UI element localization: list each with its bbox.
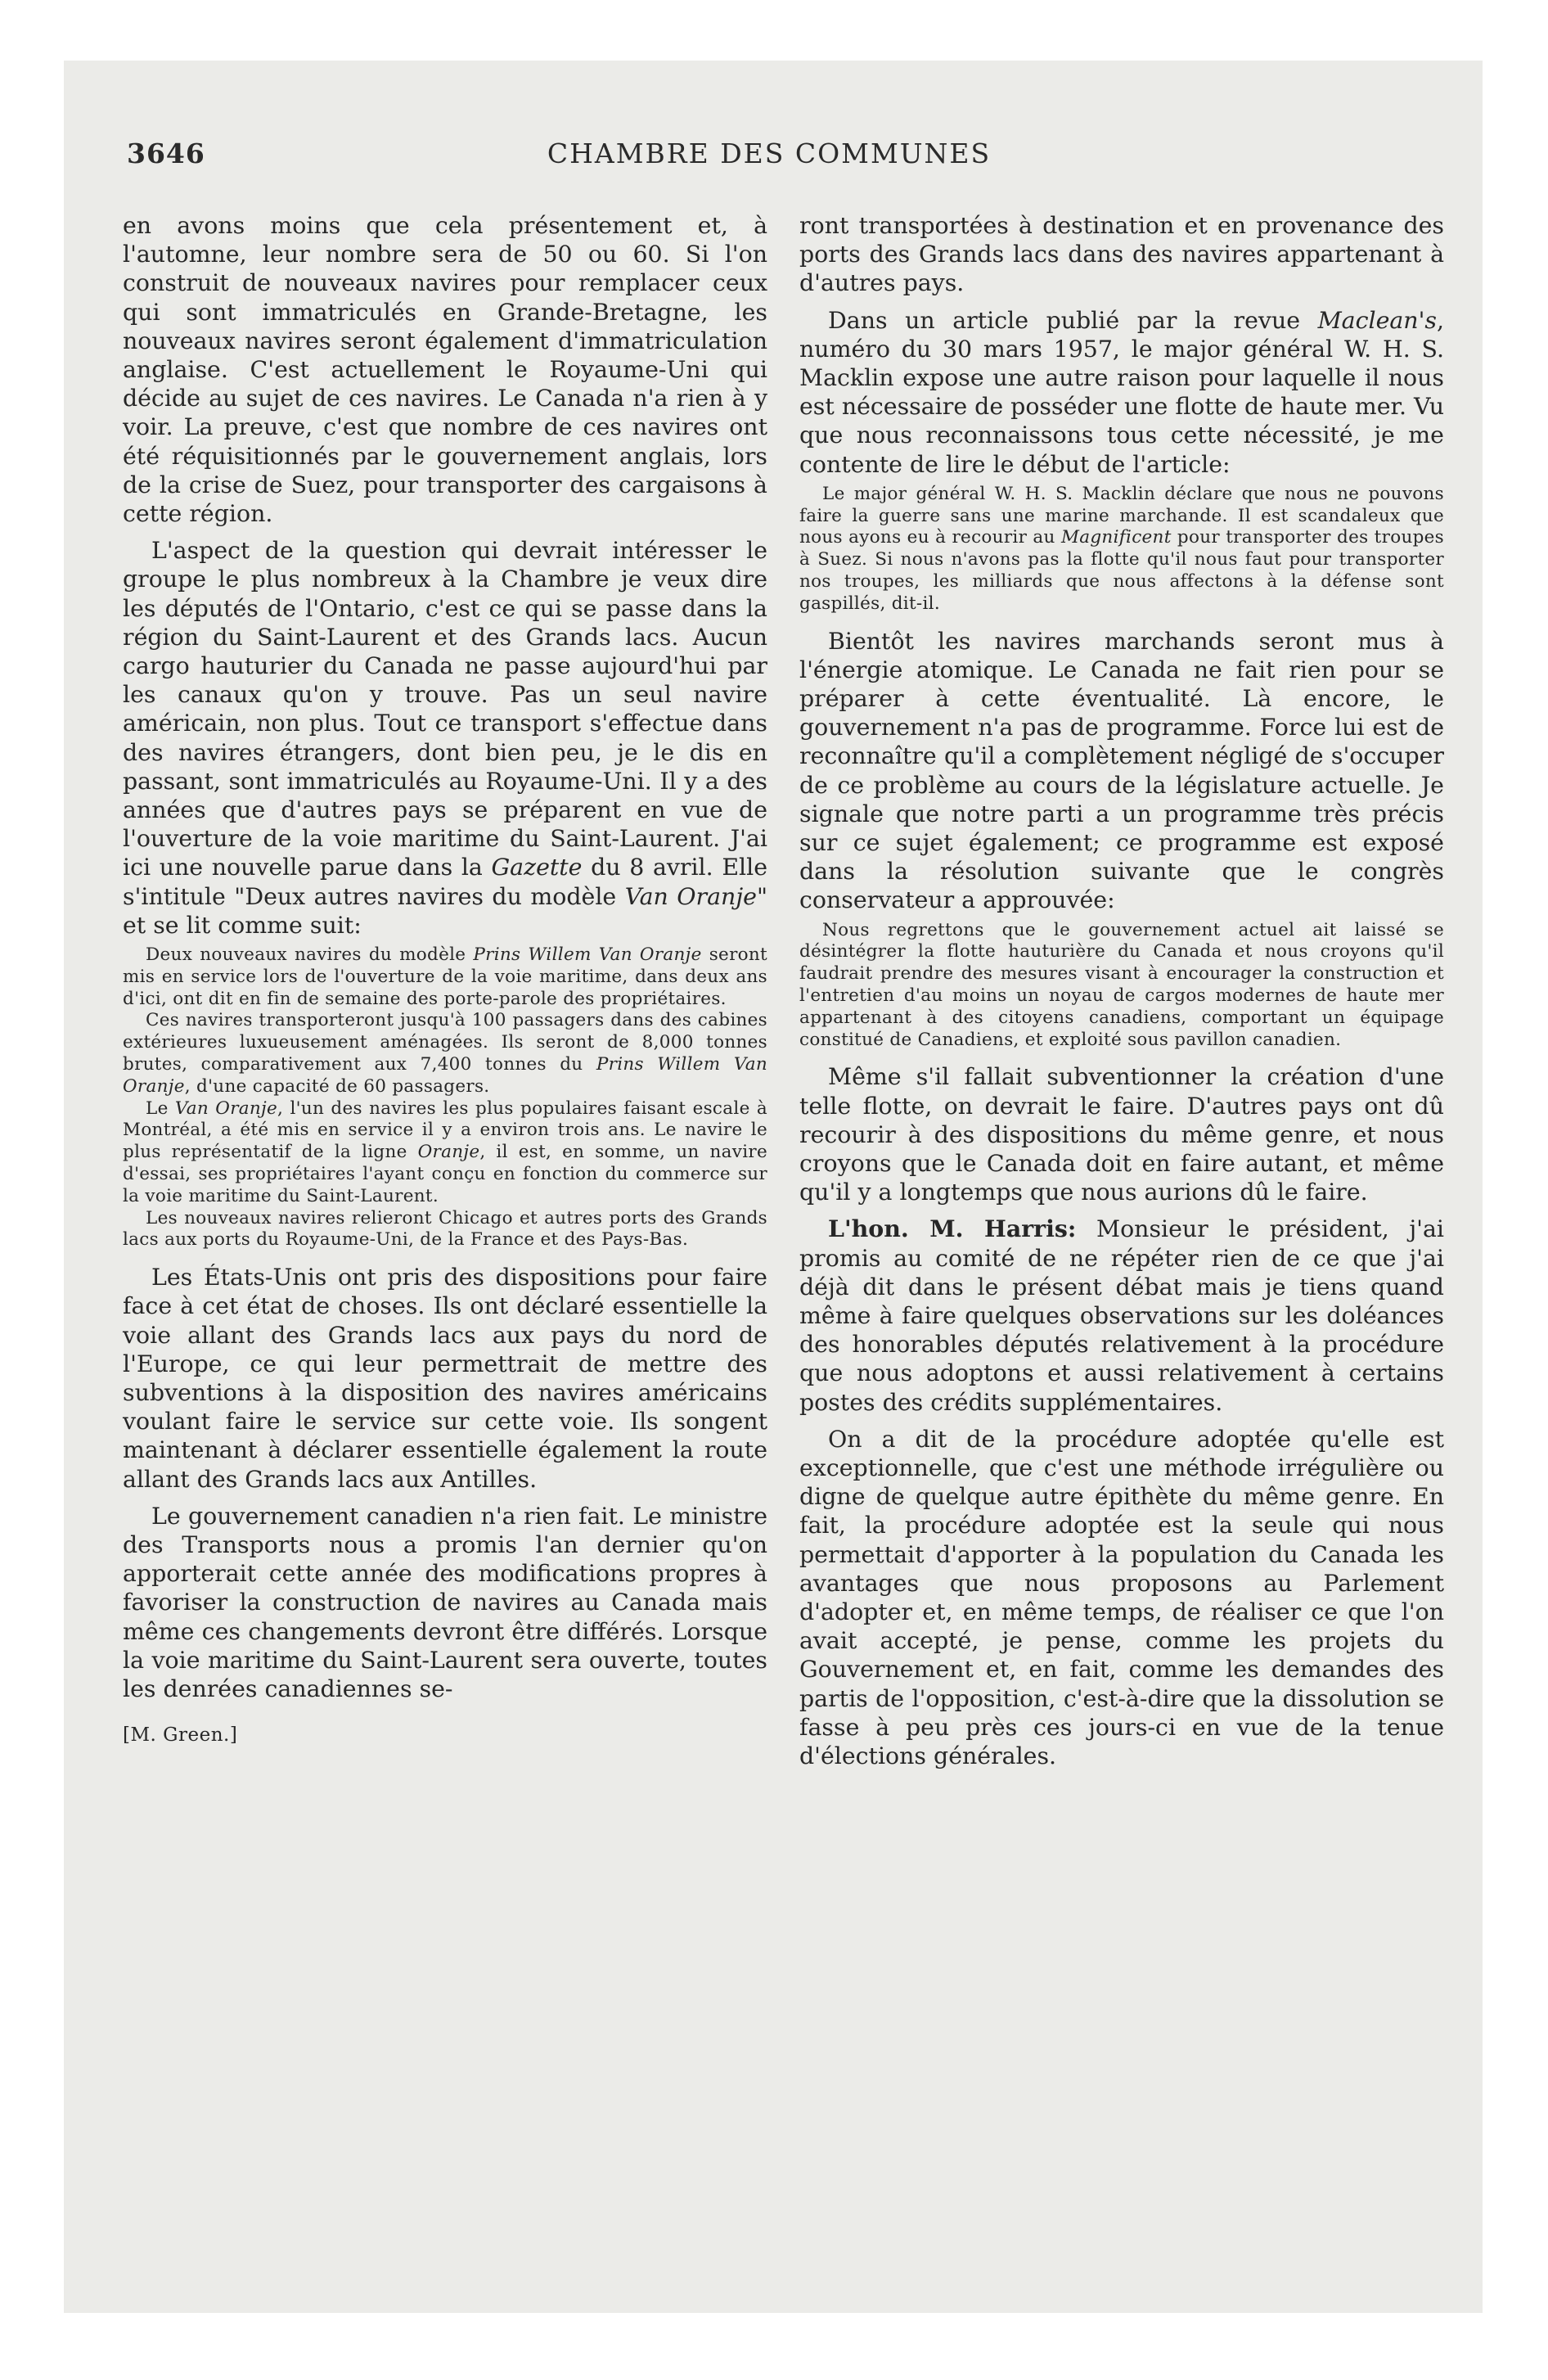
quote-paragraph: Nous regrettons que le gouvernement actuel ait laissé se désintégrer la flotte hauturière du Canada et nous croyons qu'il faudrait prendre des mesures visant à encourager la construction et l'entretien d'au moins un noyau de cargos modernes de haute mer appartenant à des citoyens canadiens, comportant un équipage constitué de Canadiens, et exploité sous pavillon canadien. <box>799 919 1444 1050</box>
text-run: Dans un article publié par la revue <box>828 306 1318 334</box>
paragraph: ront transportées à destination et en provenance des ports des Grands lacs dans des navires appartenant à d'autres pays. <box>799 212 1444 297</box>
italic-run: Van Oranje <box>174 1098 278 1119</box>
text-run: seront mis en service lors de l'ouverture de la voie maritime, dans deux ans d'ici, ont dit en fin de semaine des porte-parole des propriétaires. <box>123 944 767 1009</box>
text-run: , l'un des navires les plus populaires faisant escale à Montréal, a été mis en service il y a environ trois ans. Le navire le plus représentatif de la ligne <box>123 1098 767 1163</box>
text-run: Ces navires transporteront jusqu'à 100 passagers dans des cabines extérieures luxueusement aménagées. Ils seront de 8,000 tonnes brutes, comparativement aux 7,400 tonnes du <box>123 1010 767 1075</box>
text-run: " et se lit comme suit: <box>123 882 767 939</box>
italic-run: Prins Willem Van Oranje <box>473 944 702 966</box>
quote-paragraph <box>799 484 1444 615</box>
speaker-name: L'hon. M. Harris: <box>828 1215 1077 1243</box>
paragraph: On a dit de la procédure adoptée qu'elle est exceptionnelle, que c'est une méthode irrégulière ou digne de quelque autre épithète du même genre. En fait, la procédure adoptée est la seule qui nous permettait d'apporter à la population du Canada les avantages que nous proposons au Parlement d'adopter et, en même temps, de réaliser ce que l'on avait accepté, je pense, comme les projets du Gouvernement et, en fait, comme les demandes des partis de l'opposition, c'est-à-dire que la dissolution se fasse à peu près ces jours-ci en vue de la tenue d'élections générales. <box>799 1425 1444 1770</box>
text-run: , numéro du 30 mars 1957, le major général W. H. S. Macklin expose une autre raison pour laquelle il nous est nécessaire de posséder une flotte de haute mer. Vu que nous reconnaissons tous cette nécessité, je me contente de lire le début de l'article: <box>799 306 1444 478</box>
italic-run: Oranje <box>417 1142 480 1163</box>
paragraph <box>799 306 1444 479</box>
paragraph: Bientôt les navires marchands seront mus à l'énergie atomique. Le Canada ne fait rien pour se préparer à cette éventualité. Là encore, le gouvernement n'a pas de programme. Force lui est de reconnaître qu'il a complètement négligé de s'occuper de ce problème au cours de la législature actuelle. Je signale que notre parti a un programme très précis sur ce sujet également; ce programme est exposé dans la résolution suivante que le congrès conservateur a approuvée: <box>799 627 1444 914</box>
page-number: 3646 <box>127 137 205 169</box>
quotation <box>799 920 1444 1052</box>
italic-run: Prins Willem Van Oranje <box>123 1054 767 1097</box>
text-run: Deux nouveaux navires du modèle <box>146 944 474 966</box>
italic-run: Magnificent <box>1060 527 1172 548</box>
text-run: , d'une capacité de 60 passagers. <box>184 1075 490 1097</box>
left-column <box>123 211 767 1750</box>
quotation <box>799 484 1444 615</box>
paragraph: Même s'il fallait subventionner la création d'une telle flotte, on devrait le faire. D'autres pays ont dû recourir à des dispositions du même genre, et nous croyons que le Canada doit en faire autant, et même qu'il y a longtemps que nous aurions dû le faire. <box>799 1063 1444 1206</box>
quotation <box>123 944 767 1251</box>
quote-paragraph <box>123 1098 767 1208</box>
page-title: CHAMBRE DES COMMUNES <box>547 137 992 169</box>
text-run: pour transporter des troupes à Suez. Si nous n'avons pas la flotte qu'il nous faut pour transporter nos troupes, les milliards que nous affectons à la défense sont gaspillés, dit-il. <box>799 527 1445 614</box>
text-run: du 8 avril. Elle s'intitule "Deux autres navires du modèle <box>123 854 767 910</box>
italic-run: Van Oranje <box>624 882 757 910</box>
italic-run: Gazette <box>491 854 583 881</box>
paragraph <box>799 1215 1444 1416</box>
text-run: Le major général W. H. S. Macklin déclare que nous ne pouvons faire la guerre sans une marine marchande. Il est scandaleux que nous ayons eu à recourir au <box>799 483 1444 548</box>
text-run: , il est, en somme, un navire d'essai, ses propriétaires l'ayant conçu en fonction du commerce sur la voie maritime du Saint-Laurent. <box>123 1142 767 1206</box>
text-run: L'aspect de la question qui devrait intéresser le groupe le plus nombreux à la Chambre je veux dire les députés de l'Ontario, c'est ce qui se passe dans la région du Saint-Laurent et des Grands lacs. Aucun cargo hauturier du Canada ne passe aujourd'hui par les canaux qu'on y trouve. Pas un seul navire américain, non plus. Tout ce transport s'effectue dans des navires étrangers, dont bien peu, je le dis en passant, sont immatriculés au Royaume-Uni. Il y a des années que d'autres pays se préparent en vue de l'ouverture de la voie maritime du Saint-Laurent. J'ai ici une nouvelle parue dans la <box>123 537 767 881</box>
paragraph: en avons moins que cela présentement et, à l'automne, leur nombre sera de 50 ou 60. Si l'on construit de nouveaux navires pour remplacer ceux qui sont immatriculés en Grande-Bretagne, les nouveaux navires seront également d'immatriculation anglaise. C'est actuellement le Royaume-Uni qui décide au sujet de ces navires. Le Canada n'a rien à y voir. La preuve, c'est que nombre de ces navires ont été réquisitionnés par le gouvernement anglais, lors de la crise de Suez, pour transporter des cargaisons à cette région. <box>123 212 767 528</box>
paragraph: Les États-Unis ont pris des dispositions pour faire face à cet état de choses. Ils ont déclaré essentielle la voie allant des Grands lacs aux pays du nord de l'Europe, ce qui leur permettrait de mettre des subventions à la disposition des navires américains voulant faire le service sur cette voie. Ils songent maintenant à déclarer essentielle également la route allant des Grands lacs aux Antilles. <box>123 1264 767 1493</box>
text-run: Monsieur le président, j'ai promis au comité de ne répéter rien de ce que j'ai déjà dit dans le présent débat mais je tiens quand même à faire quelques observations sur les doléances des honorables députés relativement à la procédure que nous adoptons et aussi relativement à certains postes des crédits supplémentaires. <box>799 1215 1444 1416</box>
page-header <box>127 137 1411 187</box>
quote-paragraph: Les nouveaux navires relieront Chicago et autres ports des Grands lacs aux ports du Royaume-Uni, de la France et des Pays-Bas. <box>123 1207 767 1251</box>
paragraph <box>123 536 767 940</box>
italic-run: Maclean's <box>1317 306 1437 334</box>
text-run: Le <box>146 1098 175 1119</box>
quote-paragraph <box>123 1010 767 1098</box>
speaker-signature: [M. Green.] <box>123 1724 238 1747</box>
right-column <box>799 211 1444 1770</box>
quote-paragraph <box>123 944 767 1010</box>
paragraph: Le gouvernement canadien n'a rien fait. Le ministre des Transports nous a promis l'an dernier qu'on apporterait cette année des modifications propres à favoriser la construction de navires au Canada mais même ces changements devront être différés. Lorsque la voie maritime du Saint-Laurent sera ouverte, toutes les denrées canadiennes se- <box>123 1502 767 1703</box>
